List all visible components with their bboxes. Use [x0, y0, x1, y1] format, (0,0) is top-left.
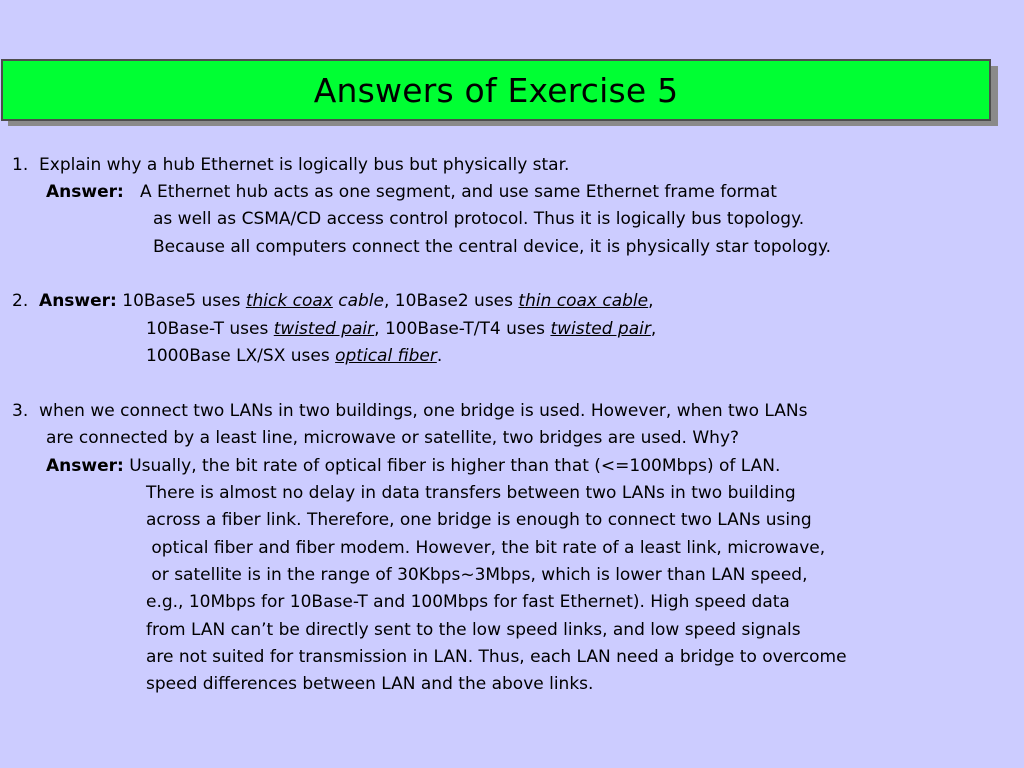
q2-text: , 100Base-T/T4 uses [374, 319, 551, 339]
q3-answer-line-1 [46, 455, 780, 477]
q3-question: when we connect two LANs in two buildings, one bridge is used. However, when two LANs [39, 401, 808, 421]
q2-text: . [436, 346, 443, 366]
q2-answer-line-1 [12, 290, 654, 312]
q1-answer-text: A Ethernet hub acts as one segment, and use same Ethernet frame format [140, 182, 777, 202]
q1-number: 1. [12, 155, 29, 175]
q1-answer-label: Answer: [46, 182, 124, 202]
q3-answer-line-6: e.g., 10Mbps for 10Base-T and 100Mbps for fast Ethernet). High speed data [146, 592, 790, 612]
q3-answer-line-8: are not suited for transmission in LAN. Thus, each LAN need a bridge to overcome [146, 647, 847, 667]
q2-answer-line-2 [146, 318, 656, 340]
q2-answer-line-3 [146, 345, 442, 367]
q3-answer-label: Answer: [46, 456, 124, 476]
q1-answer-line-3: Because all computers connect the central device, it is physically star topology. [153, 237, 831, 257]
q2-number: 2. [12, 291, 29, 311]
q2-answer-label: Answer: [39, 291, 117, 311]
q1-question-line [12, 154, 569, 176]
title-banner [1, 59, 991, 121]
q2-optical-fiber: optical fiber [335, 346, 437, 366]
q3-answer-text: Usually, the bit rate of optical fiber is higher than that (<=100Mbps) of LAN. [129, 456, 781, 476]
q3-answer-line-9: speed differences between LAN and the above links. [146, 674, 594, 694]
q2-text: , [650, 319, 657, 339]
q2-twisted-pair-1: twisted pair [273, 319, 375, 339]
q2-text: 10Base5 uses [122, 291, 246, 311]
q3-number: 3. [12, 401, 29, 421]
q3-answer-line-2: There is almost no delay in data transfers between two LANs in two building [146, 483, 796, 503]
q2-twisted-pair-2: twisted pair [550, 319, 651, 339]
q3-question-line-2: are connected by a least line, microwave or satellite, two bridges are used. Why? [46, 428, 740, 448]
page-title: Answers of Exercise 5 [313, 70, 679, 110]
q1-answer-line-2: as well as CSMA/CD access control protocol. Thus it is logically bus topology. [153, 209, 805, 229]
q2-link-thin-coax: thin coax cable [518, 291, 649, 311]
q2-text: 1000Base LX/SX uses [146, 346, 336, 366]
q1-answer-line-1 [46, 181, 777, 203]
q1-question: Explain why a hub Ethernet is logically bus but physically star. [39, 155, 570, 175]
q2-text: , [648, 291, 654, 311]
q2-text: , 10Base2 uses [384, 291, 519, 311]
q2-cable: cable [338, 291, 384, 311]
q3-question-line-1 [12, 400, 807, 422]
q3-answer-line-7: from LAN can’t be directly sent to the low speed links, and low speed signals [146, 620, 801, 640]
q2-text: 10Base-T uses [146, 319, 274, 339]
q3-answer-line-3: across a fiber link. Therefore, one bridge is enough to connect two LANs using [146, 510, 812, 530]
q2-link-thick-coax: thick coax [245, 291, 333, 311]
q3-answer-line-4: optical fiber and fiber modem. However, the bit rate of a least link, microwave, [146, 538, 826, 558]
q3-answer-line-5: or satellite is in the range of 30Kbps~3Mbps, which is lower than LAN speed, [146, 565, 808, 585]
